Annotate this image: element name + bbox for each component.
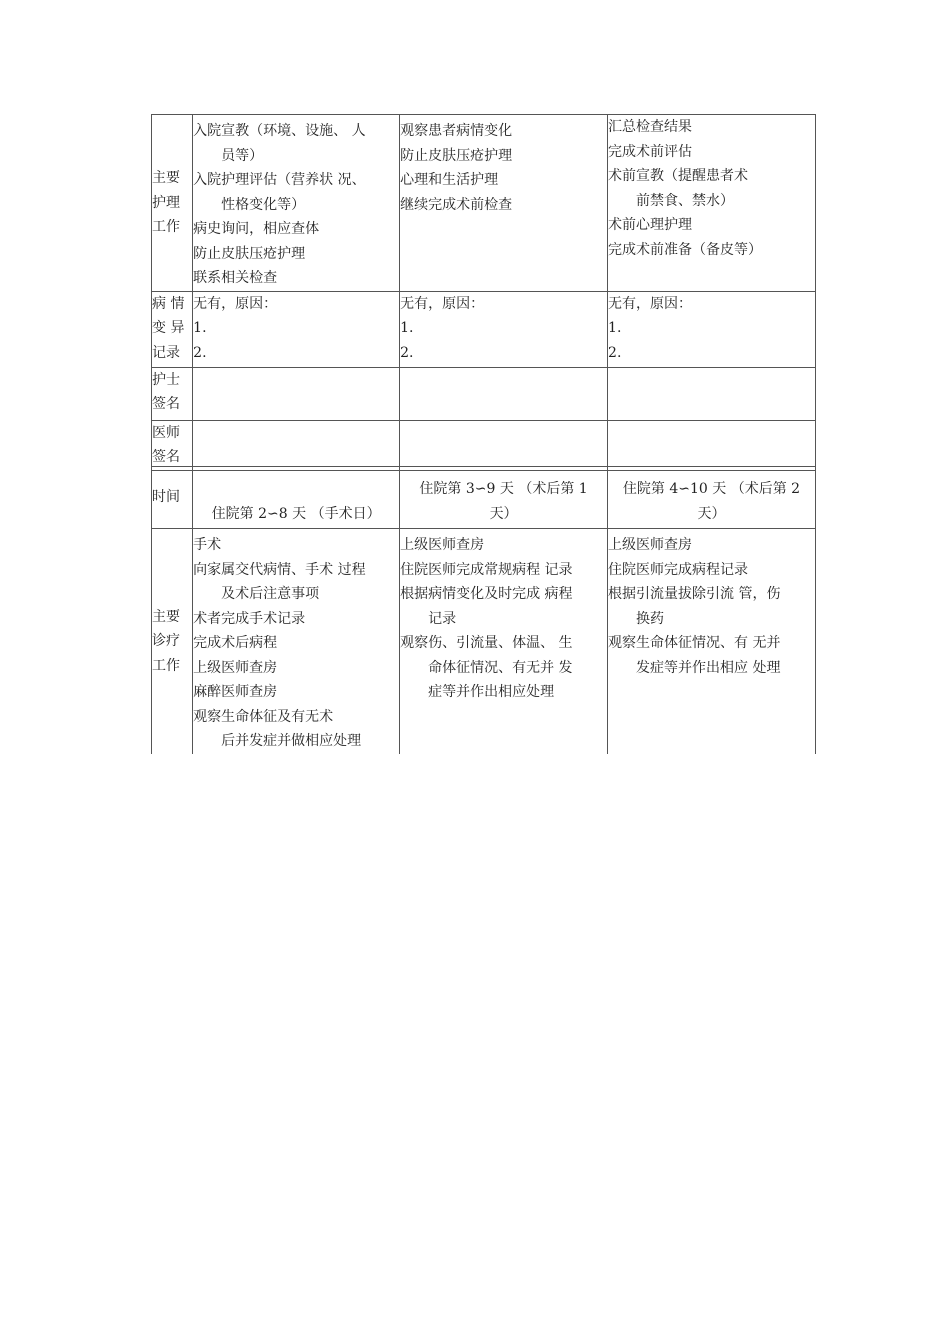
time-day1-header — [193, 467, 400, 529]
variance-option: 无有，原因： — [193, 295, 278, 312]
variance-line: 2. — [400, 344, 414, 361]
label-line: 签名 — [152, 449, 180, 465]
label-time: 时间 — [152, 467, 193, 529]
diagnosis-day3-cell — [608, 529, 816, 754]
list-item: 病史询问，相应查体 — [193, 221, 320, 237]
list-item: 手术 — [193, 537, 222, 553]
nurse-signature-field[interactable] — [608, 367, 816, 420]
time-day2-header — [400, 467, 608, 529]
list-item: 术者完成手术记录 — [193, 610, 306, 627]
label-line: 护理 — [152, 194, 180, 211]
list-item: 住院医师完成常规病程 记录 — [400, 561, 573, 578]
list-item: 继续完成术前检查 — [400, 196, 513, 213]
label-variance — [152, 291, 193, 367]
nurse-signature-field[interactable] — [400, 367, 608, 420]
list-item: 防止皮肤压疮护理 — [400, 147, 513, 164]
pathway-table-diagnosis — [151, 466, 816, 754]
time-line: 住院第 4∽10 天 （术后第 2 — [622, 481, 801, 497]
list-item: 术前心理护理 — [608, 217, 693, 233]
list-item: 汇总检查结果 — [608, 119, 693, 135]
list-item: 联系相关检查 — [193, 270, 278, 286]
label-line: 工作 — [152, 219, 180, 235]
list-item: 麻醉医师查房 — [193, 684, 278, 700]
nursing-day3-cell — [608, 115, 816, 292]
doctor-signature-field[interactable] — [400, 420, 608, 470]
nursing-day1-cell — [193, 115, 400, 292]
list-item: 观察患者病情变化 — [400, 123, 513, 139]
list-item: 入院护理评估（营养状 况、 性格变化等） — [193, 172, 366, 213]
row-nurse-signature — [152, 367, 816, 420]
time-day3-header — [608, 467, 816, 529]
list-item: 完成术前评估 — [608, 143, 693, 160]
row-variance — [152, 291, 816, 367]
label-line: 主要 — [152, 170, 180, 186]
list-item: 上级医师查房 — [193, 659, 278, 676]
label-line: 主要 — [152, 608, 180, 625]
list-item: 术前宣教（提醒患者术 前禁食、禁水） — [608, 168, 749, 209]
label-line: 变 异 — [152, 320, 185, 336]
label-nurse-signature — [152, 367, 193, 420]
nursing-day2-cell — [400, 115, 608, 292]
time-line: 天） — [489, 505, 518, 522]
row-nursing-work — [152, 115, 816, 292]
variance-day2-cell — [400, 291, 608, 367]
time-line: 住院第 3∽9 天 （术后第 1 — [419, 481, 588, 497]
diagnosis-day2-cell — [400, 529, 608, 754]
list-item: 观察生命体征情况、有 无并 发症等并作出相应 处理 — [608, 635, 781, 676]
variance-line: 2. — [193, 344, 207, 361]
row-time — [152, 467, 816, 529]
row-diagnosis-work — [152, 529, 816, 754]
doctor-signature-field[interactable] — [608, 420, 816, 470]
variance-line: 1. — [608, 320, 622, 336]
label-line: 医师 — [152, 424, 180, 441]
nurse-signature-field[interactable] — [193, 367, 400, 420]
list-item: 上级医师查房 — [608, 537, 693, 553]
list-item: 完成术前准备（备皮等） — [608, 241, 763, 258]
list-item: 心理和生活护理 — [400, 172, 499, 188]
list-item: 住院医师完成病程记录 — [608, 561, 749, 578]
variance-option: 无有，原因： — [608, 295, 693, 312]
label-line: 护士 — [152, 371, 180, 388]
label-line: 签名 — [152, 396, 180, 412]
variance-day1-cell — [193, 291, 400, 367]
variance-day3-cell — [608, 291, 816, 367]
variance-line: 1. — [193, 320, 207, 336]
variance-line: 2. — [608, 344, 622, 361]
time-line: 天） — [697, 505, 726, 522]
list-item: 防止皮肤压疮护理 — [193, 245, 306, 262]
label-diagnosis-work — [152, 529, 193, 754]
list-item: 向家属交代病情、手术 过程 及术后注意事项 — [193, 561, 366, 602]
list-item: 观察伤、引流量、体温、 生 命体征情况、有无并 发 症等并作出相应处理 — [400, 635, 573, 700]
label-nursing-work — [152, 115, 193, 292]
list-item: 根据病情变化及时完成 病程 记录 — [400, 586, 573, 627]
list-item: 完成术后病程 — [193, 635, 278, 651]
pathway-table-nursing — [151, 114, 816, 471]
label-line: 工作 — [152, 657, 180, 674]
label-line: 病 情 — [152, 295, 185, 312]
list-item: 根据引流量拔除引流 管，伤 换药 — [608, 586, 781, 627]
list-item: 上级医师查房 — [400, 537, 485, 553]
list-item: 入院宣教（环境、设施、 人 员等） — [193, 123, 366, 164]
diagnosis-day1-cell — [193, 529, 400, 754]
doctor-signature-field[interactable] — [193, 420, 400, 470]
label-doctor-signature — [152, 420, 193, 470]
label-line: 诊疗 — [152, 633, 180, 649]
time-line: 住院第 2∽8 天 （手术日） — [211, 505, 381, 522]
row-doctor-signature — [152, 420, 816, 470]
variance-line: 1. — [400, 320, 414, 336]
list-item: 观察生命体征及有无术 后并发症并做相应处理 — [193, 708, 362, 749]
variance-option: 无有，原因： — [400, 295, 485, 312]
label-line: 记录 — [152, 344, 180, 361]
